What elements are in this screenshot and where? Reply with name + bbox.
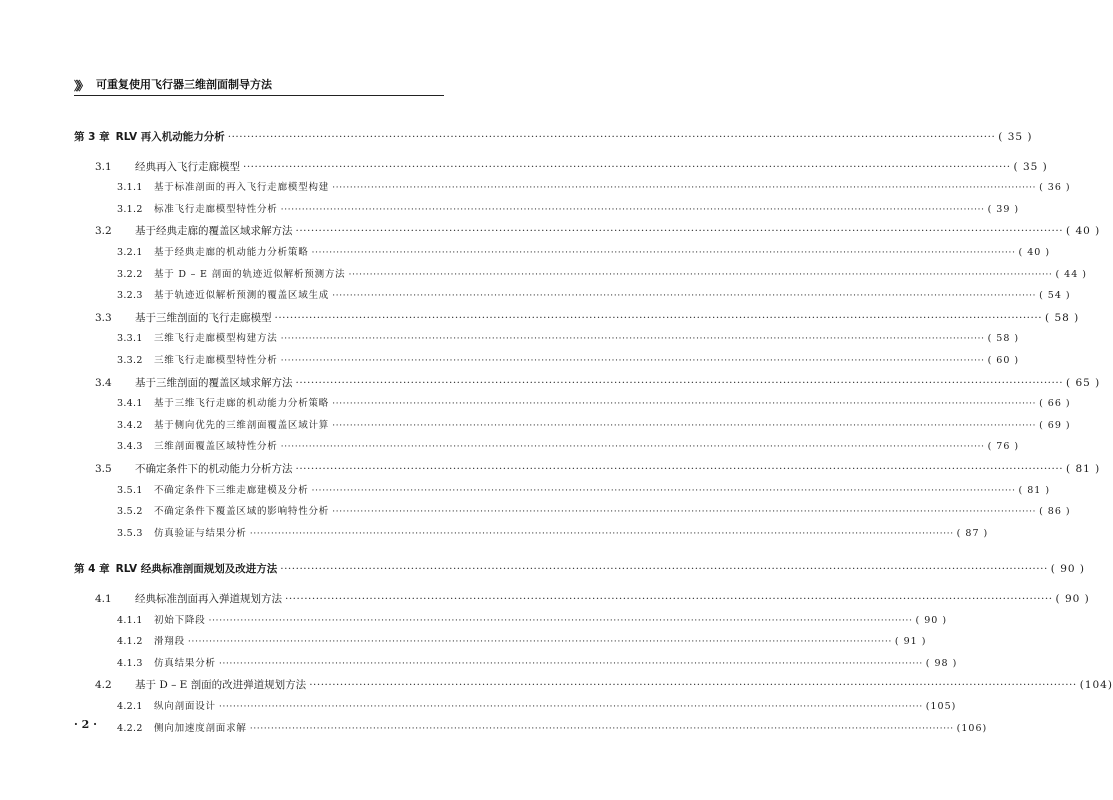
toc-entry-page: ( 58 ) — [1045, 312, 1080, 324]
dot-leader: ········································································································································································································ — [280, 204, 985, 215]
running-header-title: 可重复使用飞行器三维剖面制导方法 — [96, 78, 272, 91]
dot-leader: ········································································································································································································ — [332, 506, 1037, 517]
toc-sub-row — [117, 330, 1020, 348]
toc-entry-page: (104) — [1079, 679, 1113, 691]
toc-entry-title: 纵向剖面设计 — [154, 701, 216, 712]
toc-entry-number: 4.2.1 — [117, 701, 143, 712]
toc-entry-title: 经典再入飞行走廊模型 — [135, 161, 240, 173]
toc-entry-page: ( 98 ) — [925, 658, 958, 669]
dot-leader: ········································································································································································································ — [332, 398, 1037, 409]
toc-entry-title: RLV 经典标准剖面规划及改进方法 — [115, 563, 278, 575]
dot-leader: ········································································································································································································ — [249, 723, 954, 734]
toc-entry-page: (106) — [956, 723, 988, 734]
toc-sub-row — [117, 698, 957, 716]
toc-chapter-row — [74, 560, 1086, 578]
dot-leader: ········································································································································································································ — [218, 658, 923, 669]
toc-entry-number: 3.1.2 — [117, 204, 143, 215]
toc-entry-title: 三维飞行走廊模型构建方法 — [154, 333, 278, 344]
dot-leader: ········································································································································································································ — [280, 441, 985, 452]
toc-entry-number: 3.4 — [95, 377, 112, 389]
dot-leader: ········································································································································································································ — [249, 528, 954, 539]
toc-entry-number: 4.1.3 — [117, 658, 143, 669]
dot-leader: ········································································································································································································ — [227, 131, 996, 143]
toc-entry-title: 三维飞行走廊模型特性分析 — [154, 355, 278, 366]
toc-entry-page: ( 81 ) — [1018, 485, 1051, 496]
toc-entry-page: ( 60 ) — [987, 355, 1020, 366]
toc-sub-row — [117, 287, 1071, 305]
toc-entry-title: 滑翔段 — [154, 636, 185, 647]
toc-section-row — [95, 309, 1080, 327]
toc-sub-row — [117, 633, 927, 651]
toc-entry-title: 初始下降段 — [154, 615, 206, 626]
dot-leader: ········································································································································································································ — [218, 701, 923, 712]
toc-entry-page: ( 90 ) — [1050, 563, 1086, 575]
toc-entry-number: 3.2 — [95, 225, 112, 237]
toc-entry-number: 3.2.3 — [117, 290, 143, 301]
toc-entry-page: ( 69 ) — [1039, 420, 1071, 431]
toc-entry-title: 仿真验证与结果分析 — [154, 528, 247, 539]
dot-leader: ········································································································································································································ — [243, 161, 1011, 173]
toc-section-row — [95, 374, 1101, 392]
toc-entry-number: 3.5 — [95, 463, 112, 475]
toc-entry-page: ( 76 ) — [987, 441, 1020, 452]
toc-section-row — [95, 590, 1090, 608]
toc-entry-page: ( 91 ) — [894, 636, 927, 647]
toc-entry-title: 基于标准剖面的再入飞行走廊模型构建 — [154, 182, 330, 193]
toc-entry-title: 不确定条件下三维走廊建模及分析 — [154, 485, 309, 496]
toc-entry-number: 4.1.2 — [117, 636, 143, 647]
toc-entry-page: ( 35 ) — [1013, 161, 1048, 173]
toc-entry-page: ( 58 ) — [987, 333, 1020, 344]
toc-entry-title: 经典标准剖面再入弹道规划方法 — [135, 593, 282, 605]
toc-entry-number: 3.3.2 — [117, 355, 143, 366]
toc-entry-number: 3.4.3 — [117, 441, 143, 452]
toc-entry-title: 基于 D – E 剖面的改进弹道规划方法 — [135, 679, 307, 691]
toc-entry-page: (105) — [925, 701, 957, 712]
toc-entry-page: ( 40 ) — [1066, 225, 1101, 237]
dot-leader: ········································································································································································································ — [295, 377, 1064, 389]
toc-entry-title: 基于三维剖面的覆盖区域求解方法 — [135, 377, 293, 389]
toc-entry-title: 侧向加速度剖面求解 — [154, 723, 247, 734]
toc-entry-number: 第 4 章 — [74, 563, 110, 575]
toc-sub-row — [117, 179, 1071, 197]
toc-entry-title: RLV 再入机动能力分析 — [115, 131, 225, 143]
dot-leader: ········································································································································································································ — [348, 269, 1053, 280]
toc-entry-page: ( 87 ) — [956, 528, 989, 539]
toc-entry-number: 3.4.1 — [117, 398, 143, 409]
dot-leader: ········································································································································································································ — [332, 420, 1037, 431]
toc-entry-page: ( 54 ) — [1039, 290, 1071, 301]
toc-sub-row — [117, 525, 989, 543]
toc-entry-page: ( 39 ) — [987, 204, 1020, 215]
toc-entry-number: 4.2.2 — [117, 723, 143, 734]
toc-entry-page: ( 40 ) — [1018, 247, 1051, 258]
toc-sub-row — [117, 266, 1087, 284]
dot-leader: ········································································································································································································ — [208, 615, 913, 626]
toc-entry-number: 3.5.1 — [117, 485, 143, 496]
toc-entry-title: 基于 D – E 剖面的轨迹近似解析预测方法 — [154, 269, 346, 280]
dot-leader: ········································································································································································································ — [332, 182, 1037, 193]
toc-section-row — [95, 460, 1101, 478]
toc-entry-page: ( 86 ) — [1039, 506, 1071, 517]
toc-sub-row — [117, 612, 948, 630]
toc-entry-title: 基于三维剖面的飞行走廊模型 — [135, 312, 272, 324]
toc-sub-row — [117, 201, 1020, 219]
toc-entry-number: 3.5.3 — [117, 528, 143, 539]
toc-sub-row — [117, 720, 988, 738]
toc-entry-title: 三维剖面覆盖区域特性分析 — [154, 441, 278, 452]
toc-entry-title: 基于三维飞行走廊的机动能力分析策略 — [154, 398, 330, 409]
toc-entry-page: ( 90 ) — [1055, 593, 1090, 605]
dot-leader: ········································································································································································································ — [332, 290, 1037, 301]
toc-sub-row — [117, 482, 1051, 500]
toc-entry-page: ( 81 ) — [1066, 463, 1101, 475]
dot-leader: ········································································································································································································ — [280, 355, 985, 366]
toc-entry-title: 标准飞行走廊模型特性分析 — [154, 204, 278, 215]
toc-section-row — [95, 158, 1048, 176]
toc-entry-page: ( 36 ) — [1039, 182, 1071, 193]
toc-entry-number: 4.2 — [95, 679, 112, 691]
page-number: · 2 · — [74, 718, 97, 731]
toc-entry-title: 基于经典走廊的机动能力分析策略 — [154, 247, 309, 258]
toc-entry-number: 3.4.2 — [117, 420, 143, 431]
toc-entry-page: ( 35 ) — [998, 131, 1033, 143]
dot-leader: ········································································································································································································ — [295, 463, 1064, 475]
toc-entry-page: ( 65 ) — [1066, 377, 1101, 389]
dot-leader: ········································································································································································································ — [280, 333, 985, 344]
toc-entry-number: 4.1 — [95, 593, 112, 605]
dot-leader: ········································································································································································································ — [274, 312, 1043, 324]
toc-entry-number: 3.5.2 — [117, 506, 143, 517]
toc-sub-row — [117, 417, 1071, 435]
dot-leader: ········································································································································································································ — [285, 593, 1053, 605]
toc-chapter-row — [74, 128, 1033, 146]
toc-entry-number: 4.1.1 — [117, 615, 143, 626]
toc-entry-title: 不确定条件下覆盖区域的影响特性分析 — [154, 506, 330, 517]
toc-entry-title: 基于轨迹近似解析预测的覆盖区域生成 — [154, 290, 330, 301]
chevron-mark-icon: 》》 — [74, 79, 87, 93]
toc-sub-row — [117, 395, 1071, 413]
toc-entry-title: 基于侧向优先的三维剖面覆盖区域计算 — [154, 420, 330, 431]
toc-entry-number: 3.2.2 — [117, 269, 143, 280]
toc-entry-number: 3.1 — [95, 161, 112, 173]
toc-entry-page: ( 90 ) — [915, 615, 948, 626]
toc-sub-row — [117, 503, 1071, 521]
dot-leader: ········································································································································································································ — [295, 225, 1064, 237]
toc-entry-number: 3.3.1 — [117, 333, 143, 344]
toc-section-row — [95, 222, 1101, 240]
toc-entry-number: 3.1.1 — [117, 182, 143, 193]
toc-entry-title: 不确定条件下的机动能力分析方法 — [135, 463, 293, 475]
dot-leader: ········································································································································································································ — [311, 247, 1016, 258]
toc-section-row — [95, 676, 1113, 694]
toc-entry-page: ( 44 ) — [1055, 269, 1087, 280]
toc-entry-page: ( 66 ) — [1039, 398, 1071, 409]
toc-sub-row — [117, 438, 1020, 456]
toc-sub-row — [117, 655, 958, 673]
toc-sub-row — [117, 352, 1020, 370]
toc-entry-number: 3.2.1 — [117, 247, 143, 258]
toc-entry-number: 第 3 章 — [74, 131, 110, 143]
toc-entry-title: 基于经典走廊的覆盖区域求解方法 — [135, 225, 293, 237]
toc-sub-row — [117, 244, 1051, 262]
dot-leader: ········································································································································································································ — [311, 485, 1016, 496]
dot-leader: ········································································································································································································ — [309, 679, 1077, 691]
dot-leader: ········································································································································································································ — [280, 563, 1048, 575]
toc-entry-title: 仿真结果分析 — [154, 658, 216, 669]
toc-entry-number: 3.3 — [95, 312, 112, 324]
dot-leader: ········································································································································································································ — [187, 636, 892, 647]
